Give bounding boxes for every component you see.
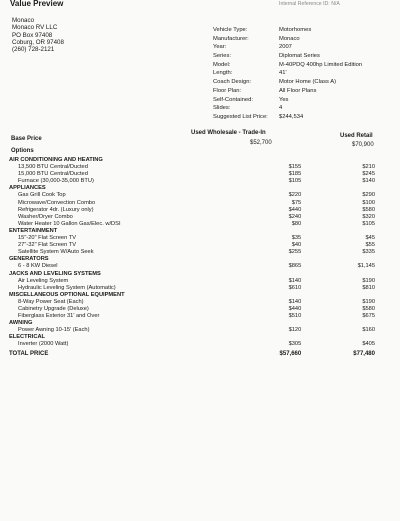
dealer-line: PO Box 97408: [12, 31, 53, 39]
option-retail-value: $140: [362, 178, 375, 185]
option-row: [9, 285, 375, 292]
vehicle-value: Monaco: [279, 35, 300, 42]
option-wholesale-value: $510: [288, 313, 302, 320]
option-row: [9, 341, 375, 348]
option-retail-value: $160: [362, 327, 375, 334]
vehicle-label: Vehicle Type:: [213, 27, 248, 33]
option-wholesale-value: $140: [288, 298, 302, 305]
retail-column-header: Used Retail: [340, 133, 373, 139]
dealer-line: Monaco: [12, 17, 35, 24]
option-wholesale-value: $865: [288, 263, 302, 270]
option-wholesale-value: [243, 185, 301, 192]
option-label: Fiberglass Exterior 31' and Over: [18, 313, 100, 320]
option-row: [9, 214, 375, 221]
option-label: Refrigerator 4dr. (Luxury only): [18, 206, 94, 213]
option-row: [9, 200, 375, 207]
option-retail-value: $105: [362, 220, 375, 227]
option-retail-value: $320: [362, 213, 375, 220]
vehicle-label: Year:: [213, 44, 227, 51]
vehicle-value: Motorhomes: [279, 27, 312, 33]
option-wholesale-value: [243, 320, 301, 327]
option-label: Power Awning 10-15' (Each): [18, 327, 90, 334]
page-title: Value Preview: [10, 0, 64, 8]
option-wholesale-value: $440: [288, 305, 302, 312]
vehicle-label: Self-Contained:: [213, 96, 253, 103]
option-retail-value: [301, 292, 375, 299]
option-label: 8-Way Power Seat (Each): [18, 298, 84, 305]
option-retail-value: $100: [362, 199, 375, 206]
option-retail-value: $290: [362, 192, 375, 199]
vehicle-label: Floor Plan:: [213, 87, 242, 94]
section-title: ELECTRICAL: [9, 334, 46, 341]
option-retail-value: $810: [362, 284, 375, 291]
vehicle-value: M-40PDQ 400hp Limited Edition: [279, 61, 363, 68]
option-retail-value: [301, 228, 375, 235]
section-header-row: [9, 320, 375, 327]
dealer-address: [12, 17, 64, 53]
total-label: TOTAL PRICE: [9, 350, 49, 357]
vehicle-label: Model:: [213, 61, 231, 68]
option-wholesale-value: [243, 157, 301, 164]
option-wholesale-value: $155: [288, 164, 302, 171]
option-wholesale-value: $185: [288, 171, 302, 178]
section-header-row: [9, 185, 375, 192]
section-title: APPLIANCES: [9, 185, 46, 192]
option-retail-value: $190: [362, 277, 375, 284]
option-label: 15,000 BTU Central/Ducted: [18, 171, 88, 178]
option-row: [9, 327, 375, 334]
option-wholesale-value: $40: [291, 242, 302, 249]
option-wholesale-value: $240: [288, 213, 302, 220]
section-title: ENTERTAINMENT: [9, 227, 58, 234]
options-label: Options: [11, 148, 34, 154]
option-wholesale-value: $80: [291, 220, 302, 227]
option-retail-value: $405: [362, 341, 375, 348]
option-wholesale-value: $440: [288, 206, 302, 213]
option-label: Hydraulic Leveling System (Automatic): [18, 284, 116, 291]
section-header-row: [9, 334, 375, 341]
section-header-row: [9, 256, 375, 263]
vehicle-label: Coach Design:: [213, 79, 252, 86]
option-label: 13,500 BTU Central/Ducted: [18, 164, 88, 171]
option-row: [9, 249, 375, 256]
option-retail-value: $190: [362, 298, 375, 305]
option-retail-value: [301, 185, 375, 192]
option-wholesale-value: [243, 334, 301, 341]
section-title: AWNING: [9, 320, 33, 327]
option-wholesale-value: $75: [291, 199, 302, 206]
vehicle-value: $244,534: [279, 113, 304, 120]
option-label: Gas Grill Cook Top: [18, 192, 66, 199]
option-label: Air Leveling System: [18, 277, 69, 284]
option-row: [9, 278, 375, 285]
base-price-label: Base Price: [11, 136, 42, 142]
option-retail-value: [301, 256, 375, 263]
option-row: [9, 192, 375, 199]
option-label: 27"-32" Flat Screen TV: [18, 242, 76, 249]
section-header-row: [9, 292, 375, 299]
option-wholesale-value: [243, 271, 301, 278]
option-retail-value: [301, 157, 375, 164]
vehicle-label: Series:: [213, 53, 232, 60]
total-wholesale: $57,660: [279, 350, 302, 357]
option-retail-value: [301, 334, 375, 341]
section-title: JACKS AND LEVELING SYSTEMS: [9, 270, 101, 277]
option-retail-value: $210: [362, 164, 375, 171]
option-retail-value: $1,145: [357, 263, 375, 270]
option-label: Inverter (2000 Watt): [18, 341, 69, 348]
dealer-line: Coburg, OR 97408: [12, 38, 64, 46]
option-row: [9, 235, 375, 242]
option-row: [9, 299, 375, 306]
vehicle-label: Manufacturer:: [213, 35, 249, 42]
option-row: [9, 164, 375, 171]
dealer-line: (260) 728-2121: [12, 46, 55, 54]
option-row: [9, 263, 375, 270]
option-row: [9, 171, 375, 178]
option-label: 6 - 8 KW Diesel: [18, 263, 58, 270]
option-label: 15"-20" Flat Screen TV: [18, 235, 76, 242]
option-retail-value: $245: [362, 171, 375, 178]
option-retail-value: $580: [362, 206, 375, 213]
option-label: Cabinetry Upgrade (Deluxe): [18, 305, 89, 312]
vehicle-value: Diplomat Series: [279, 53, 320, 60]
option-wholesale-value: $305: [288, 341, 302, 348]
option-retail-value: $45: [365, 235, 375, 242]
options-table: [9, 157, 375, 359]
vehicle-label: Suggested List Price:: [213, 113, 268, 120]
option-wholesale-value: [243, 228, 301, 235]
option-wholesale-value: $35: [291, 235, 302, 242]
option-row: [9, 242, 375, 249]
section-title: AIR CONDITIONING AND HEATING: [9, 157, 103, 163]
option-wholesale-value: $220: [288, 192, 302, 199]
section-header-row: [9, 157, 375, 164]
base-price-retail: $70,900: [352, 142, 374, 148]
section-header-row: [9, 271, 375, 278]
option-wholesale-value: $105: [288, 178, 302, 185]
option-wholesale-value: [243, 292, 301, 299]
option-wholesale-value: [243, 256, 301, 263]
vehicle-value: All Floor Plans: [279, 87, 317, 94]
vehicle-value: 41': [279, 70, 287, 77]
option-retail-value: $335: [362, 249, 375, 256]
dealer-line: Monaco RV LLC: [12, 24, 58, 32]
option-wholesale-value: $610: [288, 284, 302, 291]
option-row: [9, 306, 375, 313]
vehicle-values: [279, 26, 362, 122]
option-wholesale-value: $140: [288, 277, 302, 284]
vehicle-value: 4: [279, 105, 283, 112]
option-retail-value: $675: [362, 313, 375, 320]
option-wholesale-value: $255: [288, 249, 302, 256]
option-row: [9, 221, 375, 228]
option-label: Satellite System W/Auto Seek: [18, 249, 94, 256]
option-row: [9, 207, 375, 214]
section-header-row: [9, 228, 375, 235]
option-retail-value: [301, 320, 375, 327]
option-row: [9, 178, 375, 185]
vehicle-label: Slides:: [213, 105, 231, 112]
vehicle-labels: [213, 26, 268, 122]
option-label: Water Heater 10 Gallon Gas/Elec. w/DSI: [18, 220, 121, 227]
vehicle-value: Yes: [279, 96, 289, 103]
option-row: [9, 313, 375, 320]
vehicle-label: Length:: [213, 70, 233, 77]
section-title: MISCELLANEOUS OPTIONAL EQUIPMENT: [9, 291, 125, 298]
option-label: Furnace (30,000-35,000 BTU): [18, 178, 94, 185]
option-wholesale-value: $120: [288, 327, 302, 334]
option-label: Microwave/Convection Combo: [18, 199, 96, 206]
reference-id: Internal Reference ID: N/A: [279, 1, 340, 7]
wholesale-column-header: Used Wholesale - Trade-In: [191, 130, 266, 136]
option-label: Washer/Dryer Combo: [18, 213, 73, 220]
option-retail-value: [301, 271, 375, 278]
option-retail-value: $55: [365, 242, 375, 249]
option-retail-value: $580: [362, 305, 375, 312]
vehicle-value: 2007: [279, 44, 292, 51]
vehicle-value: Motor Home (Class A): [279, 79, 337, 86]
base-price-wholesale: $52,700: [250, 140, 272, 146]
total-retail: $77,480: [353, 350, 375, 357]
total-row: [9, 349, 375, 359]
section-title: GENERATORS: [9, 256, 49, 263]
